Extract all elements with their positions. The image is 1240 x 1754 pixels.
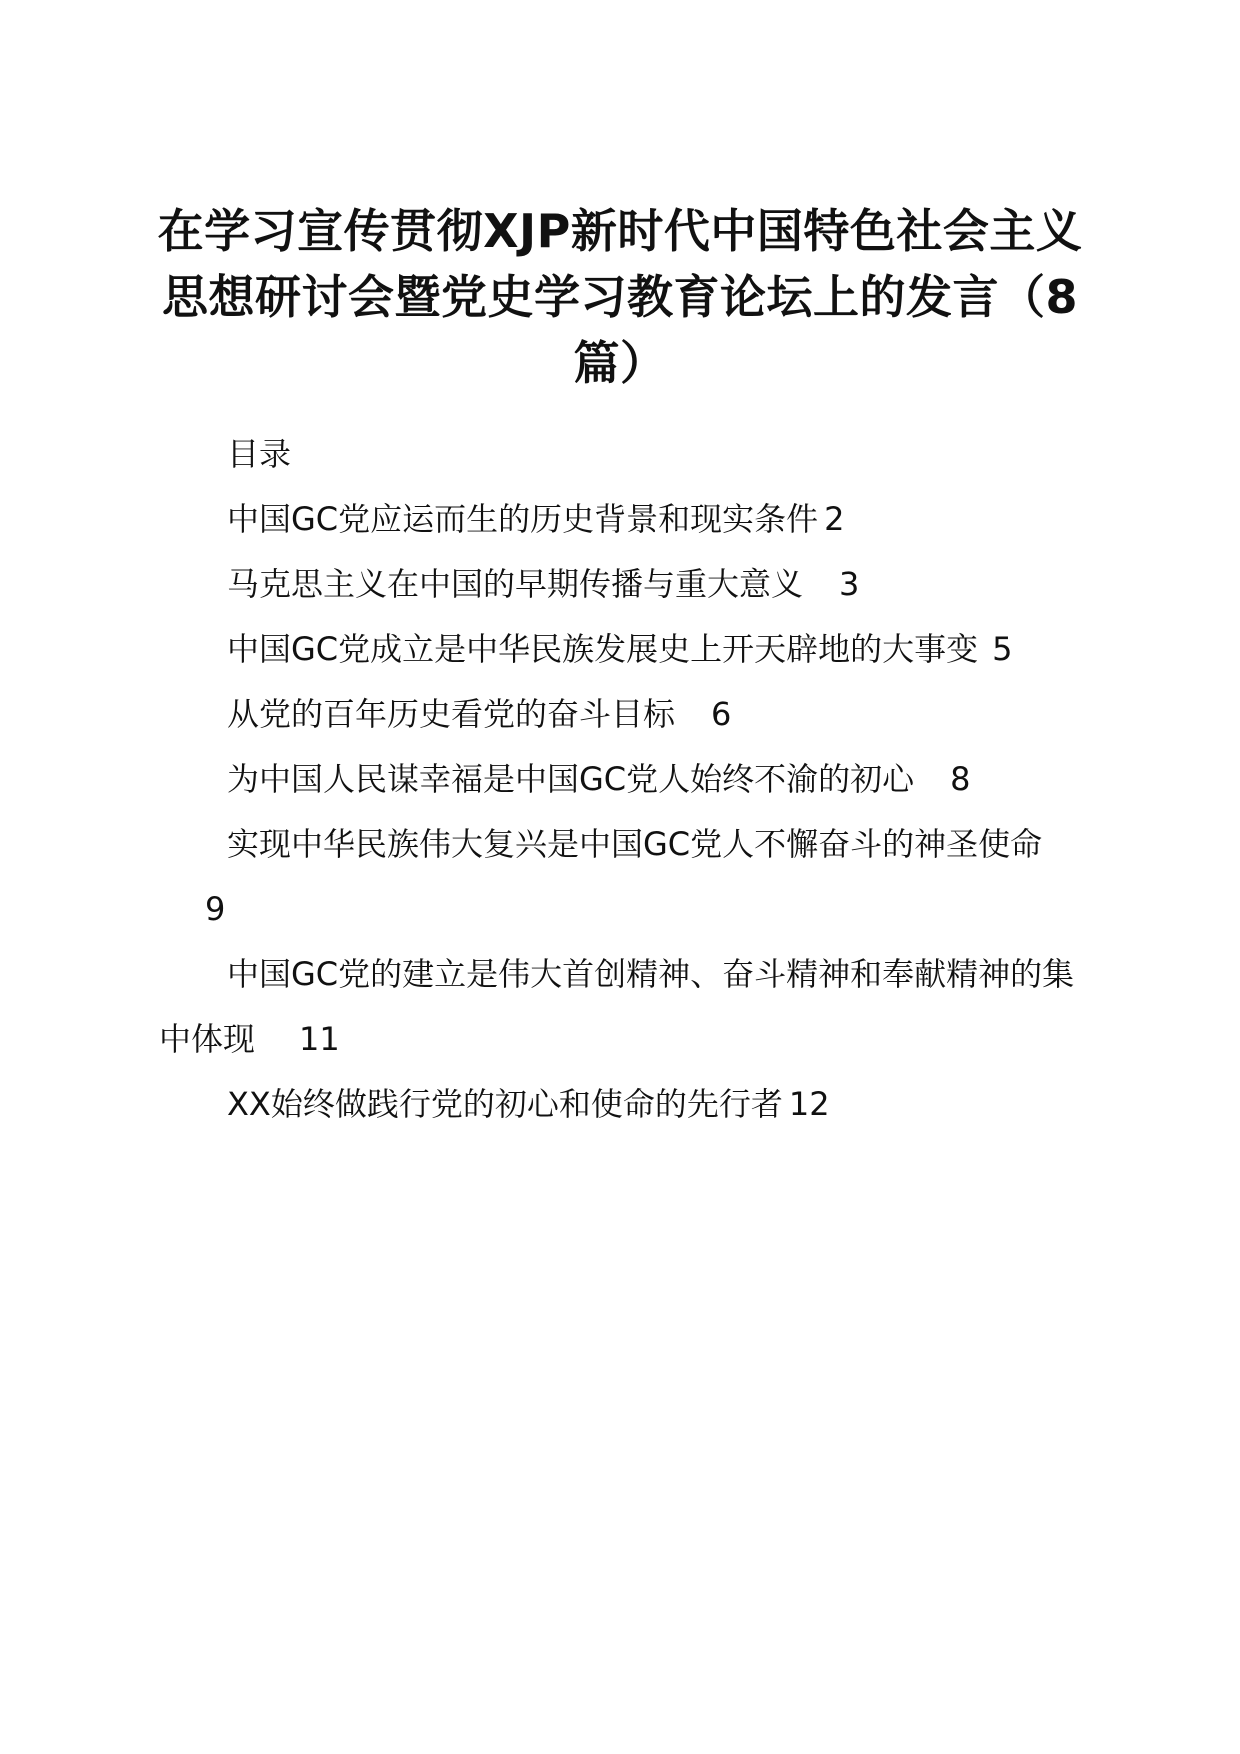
toc-item[interactable] — [159, 487, 1099, 552]
toc-item[interactable] — [159, 747, 1099, 812]
table-of-contents — [159, 422, 1099, 1137]
toc-item-page: 9 — [205, 890, 226, 928]
toc-item-text: 中国GC党的建立是伟大首创精神、奋斗精神和奉献精神的集中体现 — [159, 955, 1075, 1058]
toc-item[interactable] — [159, 1072, 1099, 1137]
toc-item-text: 实现中华民族伟大复兴是中国GC党人不懈奋斗的神圣使命 — [227, 825, 1043, 863]
toc-item[interactable] — [159, 552, 1099, 617]
toc-item[interactable] — [159, 682, 1099, 747]
toc-item-text: 马克思主义在中国的早期传播与重大意义 — [227, 565, 804, 603]
toc-item-text: XX始终做践行党的初心和使命的先行者 — [227, 1085, 783, 1123]
toc-item-text: 从党的百年历史看党的奋斗目标 — [227, 695, 676, 733]
toc-item-page: 5 — [992, 630, 1013, 668]
toc-item-page: 12 — [788, 1085, 830, 1123]
toc-item-text: 中国GC党成立是中华民族发展史上开天辟地的大事变 — [227, 630, 979, 668]
toc-item-page: 8 — [950, 760, 971, 798]
toc-heading: 目录 — [227, 435, 292, 473]
toc-item-page: 2 — [824, 500, 845, 538]
toc-item-text: 中国GC党应运而生的历史背景和现实条件 — [227, 500, 819, 538]
toc-item[interactable] — [159, 617, 1099, 682]
document-title: 在学习宣传贯彻XJP新时代中国特色社会主义思想研讨会暨党史学习教育论坛上的发言（8篇） — [157, 204, 1083, 390]
toc-item[interactable] — [159, 812, 1099, 942]
toc-item-text: 为中国人民谋幸福是中国GC党人始终不渝的初心 — [227, 760, 915, 798]
toc-item[interactable] — [159, 942, 1099, 1072]
toc-item-page: 3 — [839, 565, 860, 603]
toc-item-page: 11 — [299, 1020, 340, 1058]
toc-item-page: 6 — [711, 695, 732, 733]
